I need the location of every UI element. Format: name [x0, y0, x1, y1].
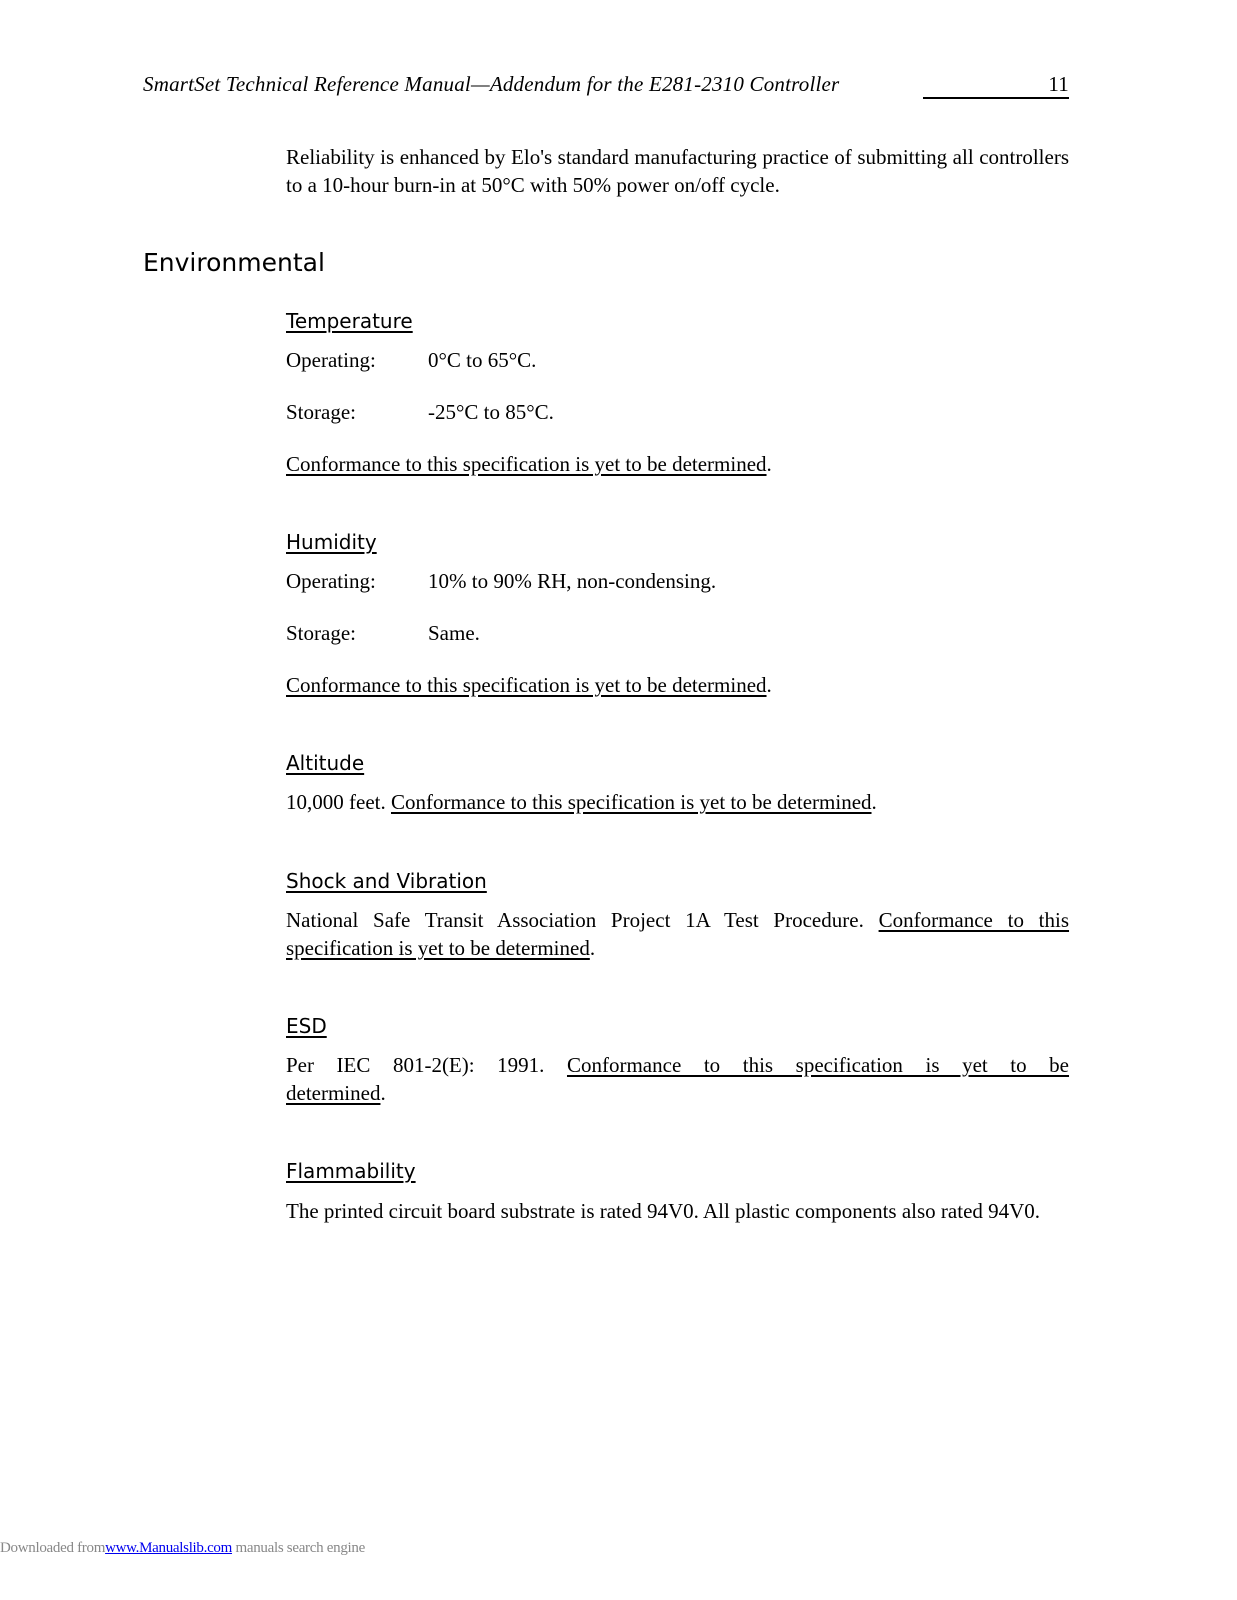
conformance-note: Conformance to this specification is yet to be determined: [286, 452, 767, 476]
esd-paragraph: Per IEC 801-2(E): 1991. Conformance to this specification is yet to be determined.: [286, 1053, 1070, 1105]
humidity-conformance: Conformance to this specification is yet to be determined.: [286, 673, 772, 697]
esd-text: Per IEC 801-2(E): 1991.: [286, 1053, 545, 1077]
header-title: SmartSet Technical Reference Manual—Addendum for the E281-2310 Controller: [143, 72, 840, 96]
humidity-operating-value: 10% to 90% RH, non-condensing.: [428, 569, 717, 593]
humidity-heading: Humidity: [286, 530, 377, 554]
esd-heading: ESD: [286, 1014, 327, 1038]
footer-suffix: manuals search engine: [232, 1540, 365, 1556]
conformance-note: Conformance to this specification is yet to be determined: [286, 1053, 1070, 1105]
altitude-text: 10,000 feet.: [286, 790, 386, 814]
shock-text: National Safe Transit Association Project 1A Test Procedure.: [286, 908, 864, 932]
flammability-paragraph: The printed circuit board substrate is rated 94V0. All plastic components also rated 94V0.: [286, 1199, 1041, 1223]
altitude-paragraph: 10,000 feet. Conformance to this specification is yet to be determined.: [286, 790, 877, 814]
page-header: [143, 70, 1069, 98]
page-number: 11: [1048, 72, 1069, 96]
shock-paragraph: National Safe Transit Association Project 1A Test Procedure. Conformance to this specification is yet to be determined.: [286, 908, 1070, 960]
temperature-operating-label: Operating:: [286, 348, 376, 372]
shock-heading: Shock and Vibration: [286, 869, 487, 893]
section-title: Environmental: [143, 248, 325, 277]
temperature-heading: Temperature: [286, 309, 413, 333]
header-rule: [923, 97, 1069, 99]
download-footer: [0, 1540, 365, 1557]
temperature-storage-value: -25°C to 85°C.: [428, 400, 554, 424]
footer-prefix: Downloaded from: [0, 1540, 106, 1556]
temperature-storage-label: Storage:: [286, 400, 356, 424]
humidity-operating-label: Operating:: [286, 569, 376, 593]
humidity-storage-label: Storage:: [286, 621, 356, 645]
conformance-note: Conformance to this specification is yet to be determined: [286, 908, 1070, 960]
temperature-conformance: Conformance to this specification is yet to be determined.: [286, 452, 772, 476]
altitude-heading: Altitude: [286, 751, 365, 775]
intro-paragraph: Reliability is enhanced by Elo's standard manufacturing practice of submitting all controllers to a 10-hour burn-in at 50°C with 50% power on/off cycle.: [286, 145, 1069, 197]
conformance-note: Conformance to this specification is yet to be determined: [390, 790, 872, 814]
flammability-heading: Flammability: [286, 1159, 416, 1183]
conformance-note: Conformance to this specification is yet to be determined: [286, 673, 767, 697]
temperature-operating-value: 0°C to 65°C.: [428, 348, 537, 372]
humidity-storage-value: Same.: [428, 621, 480, 645]
manualslib-link[interactable]: www.Manualslib.com: [105, 1540, 233, 1556]
